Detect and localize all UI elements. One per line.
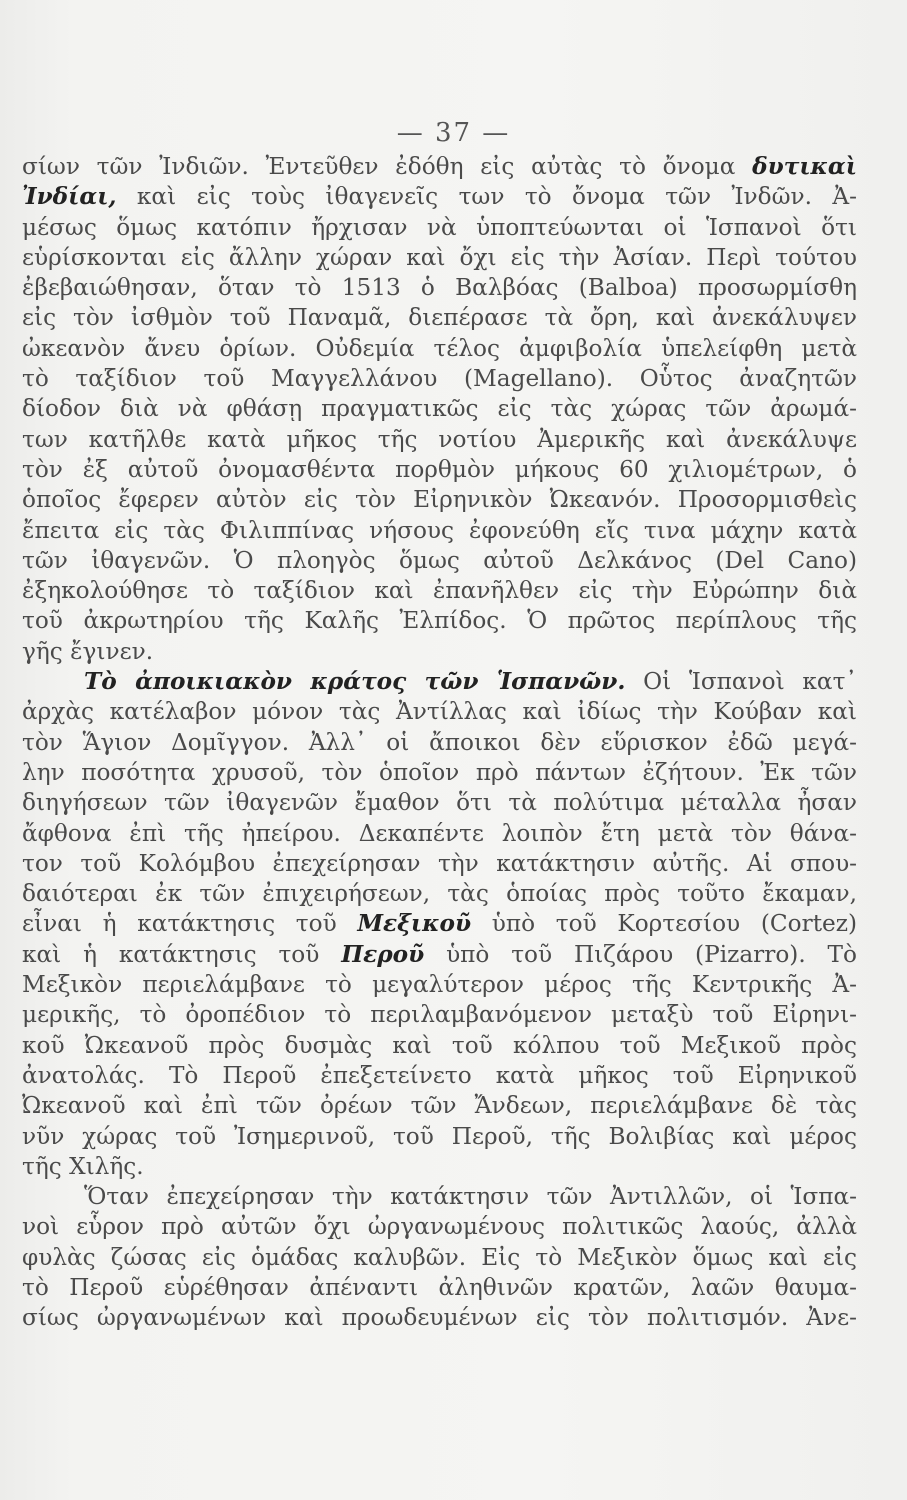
line-text: κοῦ Ὠκεανοῦ πρὸς δυσμὰς καὶ τοῦ κόλπου τοῦ Μεξικοῦ πρὸς (22, 1031, 857, 1059)
line-text: ἀρχὰς κατέλαβον μόνον τὰς Ἀντίλλας καὶ ἰδίως τὴν Κούβαν καὶ (22, 698, 857, 726)
line-text: δαιότεραι ἐκ τῶν ἐπιχειρήσεων, τὰς ὁποίας πρὸς τοῦτο ἔκαμαν, (22, 880, 857, 908)
line-text: ἐξηκολούθησε τὸ ταξίδιον καὶ ἐπανῆλθεν εἰς τὴν Εὐρώπην διὰ (22, 577, 857, 605)
line-text: νῦν χώρας τοῦ Ἰσημερινοῦ, τοῦ Περοῦ, τῆς Βολιβίας καὶ μέρος (22, 1122, 857, 1150)
text-line (22, 758, 857, 788)
line-text: δίοδον διὰ νὰ φθάσῃ πραγματικῶς εἰς τὰς χώρας τῶν ἀρωμά- (22, 395, 857, 423)
line-text: των κατῆλθε κατὰ μῆκος τῆς νοτίου Ἀμερικῆς καὶ ἀνεκάλυψε (22, 425, 857, 453)
emphasis-text: Μεξικοῦ (357, 910, 472, 938)
line-text: γῆς ἔγινεν. (22, 637, 154, 665)
text-line (22, 697, 857, 727)
text-line (22, 849, 857, 879)
text-line (22, 213, 857, 243)
line-text: νοὶ εὗρον πρὸ αὐτῶν ὄχι ὠργανωμένους πολιτικῶς λαούς, ἀλλὰ (22, 1213, 857, 1241)
text-line (22, 1243, 857, 1273)
text-line (22, 546, 857, 576)
emphasis-text: Ἰνδίαι, (22, 183, 117, 211)
text-line (22, 303, 857, 333)
emphasis-text: δυτικαὶ (752, 153, 857, 180)
line-text: ἀνατολάς. Τὸ Περοῦ ἐπεξετείνετο κατὰ μῆκος τοῦ Εἰρηνικοῦ (22, 1061, 857, 1089)
text-line (22, 364, 857, 394)
page-number: — 37 — (396, 118, 511, 148)
text-line (22, 667, 857, 697)
line-text: εἰς τὸν ἰσθμὸν τοῦ Παναμᾶ, διεπέρασε τὰ ὄρη, καὶ ἀνεκάλυψεν (22, 304, 857, 332)
text-line (22, 637, 857, 667)
line-text: ἔπειτα εἰς τὰς Φιλιππίνας νήσους ἐφονεύθη εἴς τινα μάχην κατὰ (22, 516, 857, 544)
text-line (22, 1091, 857, 1121)
text-line (22, 273, 857, 303)
emphasis-text: Τὸ ἀποικιακὸν κράτος τῶν Ἱσπανῶν. (84, 668, 626, 696)
line-text: σίως ὠργανωμένων καὶ προωδευμένων εἰς τὸν πολιτισμόν. Ἀνε- (22, 1304, 857, 1332)
line-text: λην ποσότητα χρυσοῦ, τὸν ὁποῖον πρὸ πάντων ἐζήτουν. Ἐκ τῶν (22, 758, 857, 786)
text-line (22, 819, 857, 849)
line-text: τον τοῦ Κολόμβου ἐπεχείρησαν τὴν κατάκτησιν αὐτῆς. Αἱ σπου- (22, 849, 857, 877)
text-line (22, 728, 857, 758)
line-text: διηγήσεων τῶν ἰθαγενῶν ἔμαθον ὅτι τὰ πολύτιμα μέταλλα ἦσαν (22, 789, 857, 817)
text-line (22, 788, 857, 818)
text-line (22, 576, 857, 606)
line-text: τοῦ ἀκρωτηρίου τῆς Καλῆς Ἐλπίδος. Ὁ πρῶτος περίπλους τῆς (22, 607, 857, 635)
text-line (22, 909, 857, 939)
line-text: ὁποῖος ἔφερεν αὐτὸν εἰς τὸν Εἰρηνικὸν Ὠκεανόν. Προσορμισθεὶς (22, 486, 857, 514)
text-line (22, 1031, 857, 1061)
text-line (22, 879, 857, 909)
text-line (22, 516, 857, 546)
line-text: τῶν ἰθαγενῶν. Ὁ πλοηγὸς ὅμως αὐτοῦ Δελκάνος (Del Cano) (22, 546, 857, 574)
text-line (22, 425, 857, 455)
text-line (22, 243, 857, 273)
text-line (22, 940, 857, 970)
line-text: Ὠκεανοῦ καὶ ἐπὶ τῶν ὀρέων τῶν Ἄνδεων, περιελάμβανε δὲ τὰς (22, 1092, 857, 1120)
line-text: εἶναι ἡ κατάκτησις τοῦ (22, 910, 358, 938)
text-line (22, 1061, 857, 1091)
line-text: ἄφθονα ἐπὶ τῆς ἠπείρου. Δεκαπέντε λοιπὸν ἔτη μετὰ τὸν θάνα- (22, 819, 857, 847)
line-text: ὑπὸ τοῦ Πιζάρου (Pizarro). Τὸ (424, 940, 857, 968)
line-text: εὑρίσκονται εἰς ἄλλην χώραν καὶ ὄχι εἰς τὴν Ἀσίαν. Περὶ τούτου (22, 243, 857, 271)
line-text: τὸν ἐξ αὐτοῦ ὀνομασθέντα πορθμὸν μήκους 60 χιλιομέτρων, ὁ (22, 455, 857, 483)
text-line (22, 182, 857, 212)
text-line (22, 606, 857, 636)
line-text: ἐβεβαιώθησαν, ὅταν τὸ 1513 ὁ Βαλβόας (Balboa) προσωρμίσθη (22, 274, 857, 302)
text-line (22, 455, 857, 485)
line-text: μερικῆς, τὸ ὀροπέδιον τὸ περιλαμβανόμενον μεταξὺ τοῦ Εἰρηνι- (22, 1001, 857, 1029)
text-line (22, 1122, 857, 1152)
emphasis-text: Περοῦ (341, 940, 425, 968)
body-text (22, 152, 857, 1334)
text-line (22, 485, 857, 515)
text-line (22, 1303, 857, 1333)
line-text: μέσως ὅμως κατόπιν ἤρχισαν νὰ ὑποπτεύωνται οἱ Ἱσπανοὶ ὅτι (22, 213, 857, 241)
text-line (22, 970, 857, 1000)
line-text: τὸ ταξίδιον τοῦ Μαγγελλάνου (Magellano). Οὗτος ἀναζητῶν (22, 365, 857, 393)
text-line (22, 1273, 857, 1303)
text-line (22, 334, 857, 364)
text-line (22, 1182, 857, 1212)
line-text: Οἱ Ἱσπανοὶ κατ᾽ (625, 668, 857, 696)
text-line (22, 1152, 857, 1182)
line-text: καὶ ἡ κατάκτησις τοῦ (22, 940, 342, 968)
line-text: ὑπὸ τοῦ Κορτεσίου (Cortez) (471, 910, 857, 938)
line-text: τῆς Χιλῆς. (22, 1152, 144, 1180)
line-text: τὸ Περοῦ εὑρέθησαν ἀπέναντι ἀληθινῶν κρατῶν, λαῶν θαυμα- (22, 1273, 857, 1301)
text-line (22, 152, 857, 182)
text-line (22, 394, 857, 424)
line-text: φυλὰς ζώσας εἰς ὁμάδας καλυβῶν. Εἰς τὸ Μεξικὸν ὅμως καὶ εἰς (22, 1243, 857, 1271)
line-text: Ὅταν ἐπεχείρησαν τὴν κατάκτησιν τῶν Ἀντιλλῶν, οἱ Ἱσπα- (84, 1183, 857, 1211)
text-line (22, 1000, 857, 1030)
line-text: τὸν Ἅγιον Δομῖγγον. Ἀλλ᾽ οἱ ἄποικοι δὲν εὕρισκον ἐδῶ μεγά- (22, 728, 857, 756)
line-text: ὠκεανὸν ἄνευ ὁρίων. Οὐδεμία τέλος ἀμφιβολία ὑπελείφθη μετὰ (22, 334, 857, 362)
line-text: καὶ εἰς τοὺς ἰθαγενεῖς των τὸ ὄνομα τῶν Ἰνδῶν. Ἀ- (116, 183, 857, 211)
line-text: σίων τῶν Ἰνδιῶν. Ἐντεῦθεν ἐδόθη εἰς αὐτὰς τὸ ὄνομα (22, 153, 753, 180)
text-line (22, 1212, 857, 1242)
line-text: Μεξικὸν περιελάμβανε τὸ μεγαλύτερον μέρος τῆς Κεντρικῆς Ἀ- (22, 971, 857, 999)
